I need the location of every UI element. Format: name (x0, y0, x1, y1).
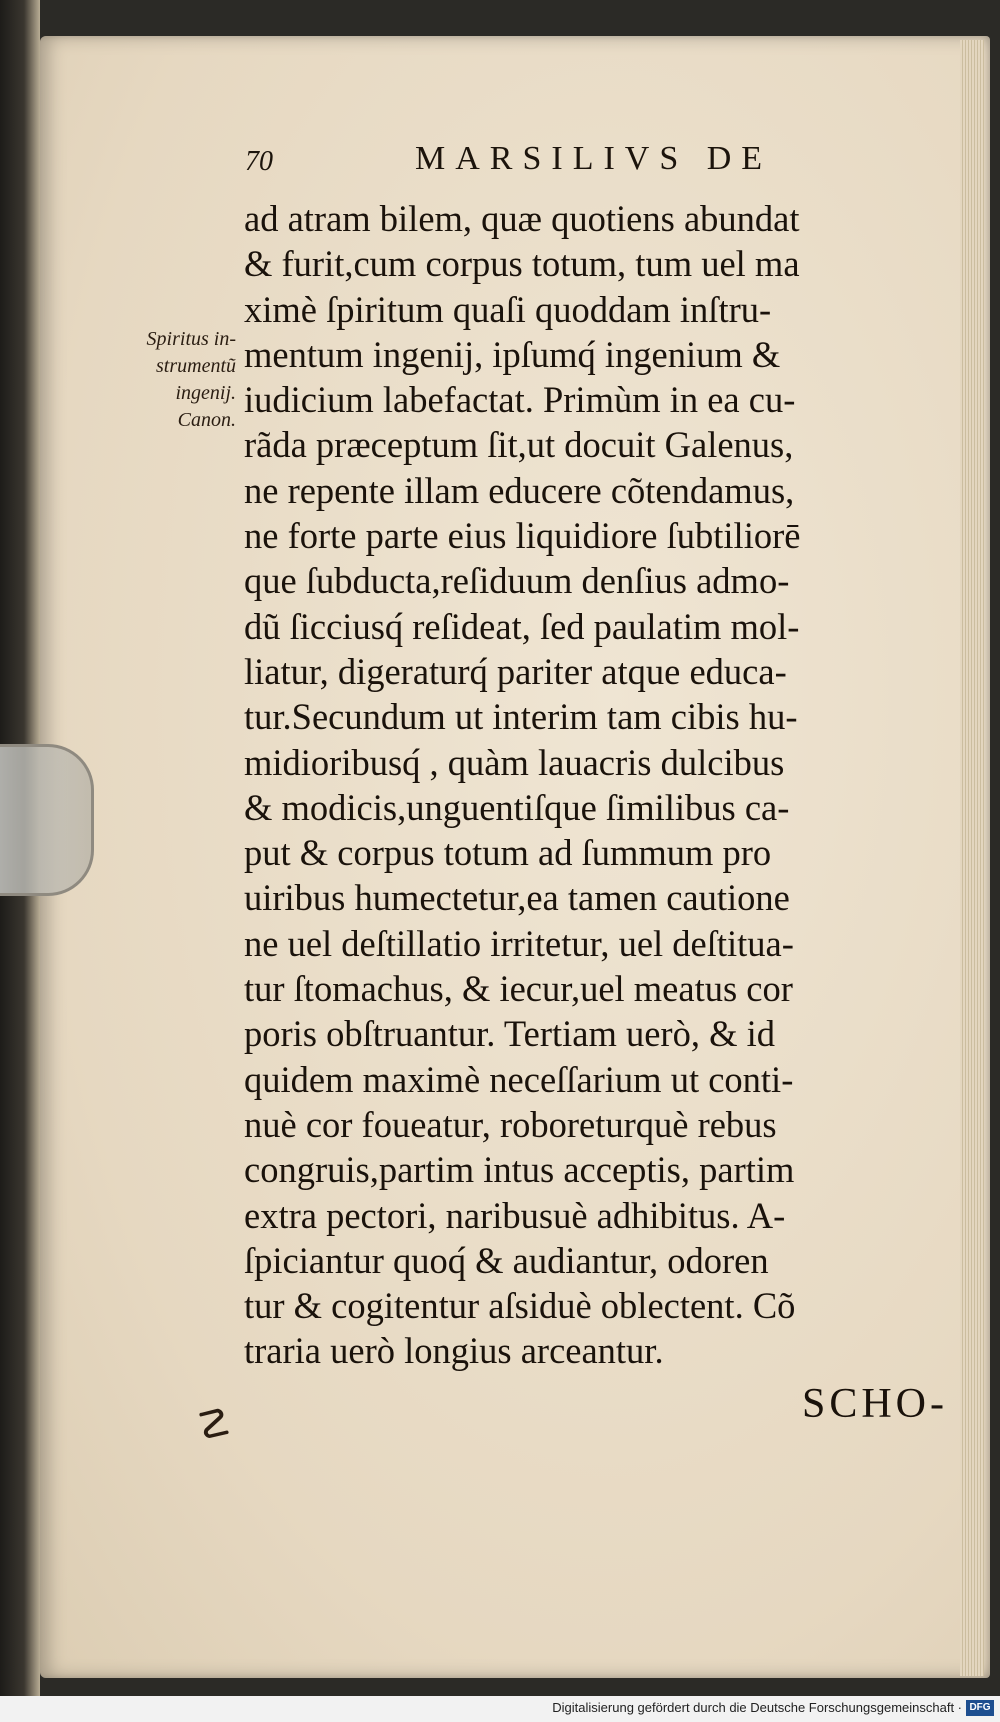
text-line: mentum ingenij, ipſumq́ ingenium & (244, 333, 781, 375)
text-line: quidem maximè neceſſarium ut conti- (244, 1058, 794, 1100)
text-line: liatur, digeraturq́ pariter atque educa- (244, 650, 787, 692)
text-line: que ſubducta,reſiduum denſius admo- (244, 560, 790, 602)
marginal-note: strumentũ (156, 355, 236, 377)
page-header (245, 140, 965, 184)
marginal-note: Canon. (177, 409, 236, 431)
text-line: traria uerò longius arceantur. (244, 1330, 664, 1372)
clasp-strap (0, 744, 94, 896)
marginal-note: ingenij. (175, 382, 236, 404)
catchword: SCHO- (801, 1380, 948, 1427)
text-line: rãda præceptum ſit,ut docuit Galenus, (244, 424, 794, 466)
text-line: tur.Secundum ut interim tam cibis hu- (244, 696, 798, 738)
marginal-note: Spiritus in- (146, 328, 236, 350)
text-line: midioribusq́ , quàm lauacris dulcibus (244, 741, 785, 783)
text-line: dũ ſicciusq́ reſideat, ſed paulatim mol- (244, 605, 800, 647)
running-title: MARSILIVS DE (415, 140, 773, 177)
text-line: & furit,cum corpus totum, tum uel ma (244, 243, 800, 285)
page-number: 70 (245, 146, 273, 177)
body-text (244, 196, 956, 1427)
page-edges (960, 40, 984, 1676)
text-line: put & corpus totum ad ſummum pro (244, 832, 772, 874)
text-line: ne uel deſtillatio irritetur, uel deſtitua- (244, 922, 794, 964)
dfg-logo-icon: DFG (966, 1700, 994, 1716)
text-line: & modicis,unguentiſque ſimilibus ca- (244, 786, 790, 828)
text-line: uiribus humectetur,ea tamen cautione (244, 877, 790, 919)
printer-mark-icon: ☡ (196, 1402, 232, 1448)
text-line: congruis,partim intus acceptis, partim (244, 1149, 795, 1191)
text-line: tur & cogitentur aſsiduè oblectent. Cõ (244, 1285, 796, 1327)
text-line: ne forte parte eius liquidiore ſubtiliorē (244, 515, 801, 557)
text-line: iudicium labefactat. Primùm in ea cu- (244, 379, 796, 421)
text-line: ximè ſpiritum quaſi quoddam inſtru- (244, 288, 772, 330)
marginal-notes (118, 326, 236, 434)
text-line: ad atram bilem, quæ quotiens abundat (244, 198, 800, 239)
text-line: extra pectori, naribusuè adhibitus. A- (244, 1194, 786, 1236)
text-line: tur ſtomachus, & iecur,uel meatus cor (244, 968, 793, 1010)
text-line: ſpiciantur quoq́ & audiantur, odoren (244, 1239, 769, 1281)
footer-bar (0, 1696, 1000, 1722)
text-line: poris obſtruantur. Tertiam uerò, & id (244, 1013, 775, 1055)
text-line: nuè cor foueatur, roboreturquè rebus (244, 1103, 777, 1145)
text-line: ne repente illam educere cõtendamus, (244, 469, 795, 511)
footer-credit: Digitalisierung gefördert durch die Deutsche Forschungsgemeinschaft · (552, 1700, 962, 1715)
